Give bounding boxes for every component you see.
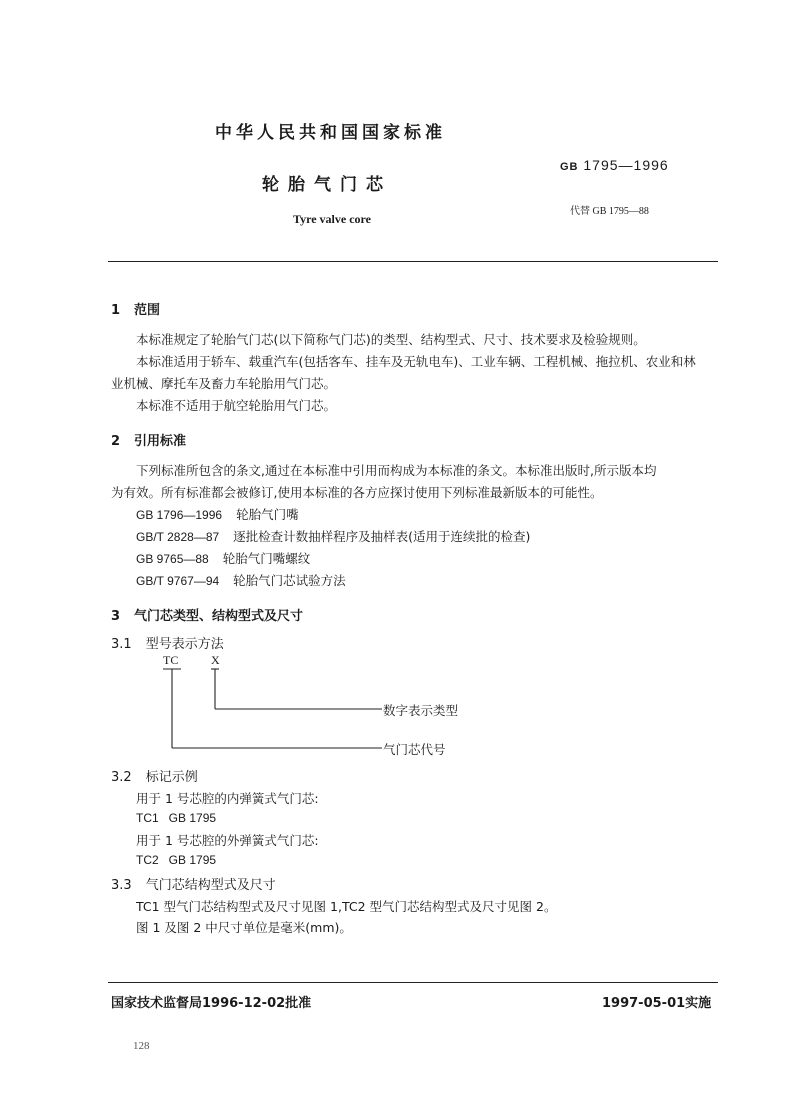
section-1-title: 范围 [134,303,161,318]
section-2-number: 2 [111,434,121,449]
section-2-title: 引用标准 [134,434,187,449]
effective-date: 1997-05-01实施 [602,996,712,1011]
subsection-3-3-heading [111,874,276,893]
subsection-number: 3.3 [111,878,132,893]
subsection-3-2-heading [111,766,198,785]
section-1-paragraph: 本标准不适用于航空轮胎用气门芯。 [136,398,337,413]
diagram-code-x: X [211,653,220,667]
subsection-title: 标记示例 [145,770,198,785]
section-1-paragraph: 本标准规定了轮胎气门芯(以下简称气门芯)的类型、结构型式、尺寸、技术要求及检验规则。 [136,332,646,347]
diagram-label-type: 数字表示类型 [383,703,459,718]
subsection-number: 3.1 [111,637,132,652]
subsection-title: 气门芯结构型式及尺寸 [145,878,276,893]
reference-code: GB/T 2828—87 [136,530,220,544]
standard-title-en: Tyre valve core [293,212,371,226]
section-1-number: 1 [111,303,121,318]
section-1-paragraph: 业机械、摩托车及畜力车轮胎用气门芯。 [111,376,337,391]
subsection-title: 型号表示方法 [145,637,224,652]
section-2-paragraph: 为有效。所有标准都会被修订,使用本标准的各方应探讨使用下列标准最新版本的可能性。 [111,485,603,500]
subsection-number: 3.2 [111,770,132,785]
page-number: 128 [133,1040,150,1052]
reference-name: 轮胎气门芯试验方法 [233,573,346,588]
standard-title-cn: 轮胎气门芯 [262,175,392,195]
reference-name: 逐批检查计数抽样程序及抽样表(适用于连续批的检查) [233,529,531,544]
replaces-note: 代替 GB 1795—88 [570,206,649,217]
section-3-3-paragraph: TC1 型气门芯结构型式及尺寸见图 1,TC2 型气门芯结构型式及尺寸见图 2。 [136,899,557,914]
footer-divider [108,982,718,983]
standard-org-title: 中华人民共和国国家标准 [215,123,446,143]
section-3-3-paragraph: 图 1 及图 2 中尺寸单位是毫米(mm)。 [136,920,352,935]
section-2-paragraph: 下列标准所包含的条文,通过在本标准中引用而构成为本标准的条文。本标准出版时,所示版本均 [136,463,657,478]
section-3-number: 3 [111,609,121,624]
marking-example-desc: 用于 1 号芯腔的内弹簧式气门芯: [136,791,319,806]
marking-example-mark: TC1 GB 1795 [136,811,217,825]
section-1-paragraph: 本标准适用于轿车、载重汽车(包括客车、挂车及无轨电车)、工业车辆、工程机械、拖拉机、农业和林 [136,354,696,369]
marking-example-mark: TC2 GB 1795 [136,853,217,867]
diagram-code-tc: TC [163,653,179,667]
gb-prefix: GB [560,161,579,173]
reference-code: GB 1796—1996 [136,508,223,522]
reference-code: GB 9765—88 [136,552,209,566]
section-3-title: 气门芯类型、结构型式及尺寸 [134,609,304,624]
reference-name: 轮胎气门嘴 [236,507,299,522]
reference-code: GB/T 9767—94 [136,574,220,588]
approval-date: 国家技术监督局1996-12-02批准 [111,996,312,1011]
reference-name: 轮胎气门嘴螺纹 [222,551,311,566]
diagram-label-code: 气门芯代号 [383,742,446,757]
gb-number: 1795—1996 [583,157,669,173]
marking-example-desc: 用于 1 号芯腔的外弹簧式气门芯: [136,833,319,848]
